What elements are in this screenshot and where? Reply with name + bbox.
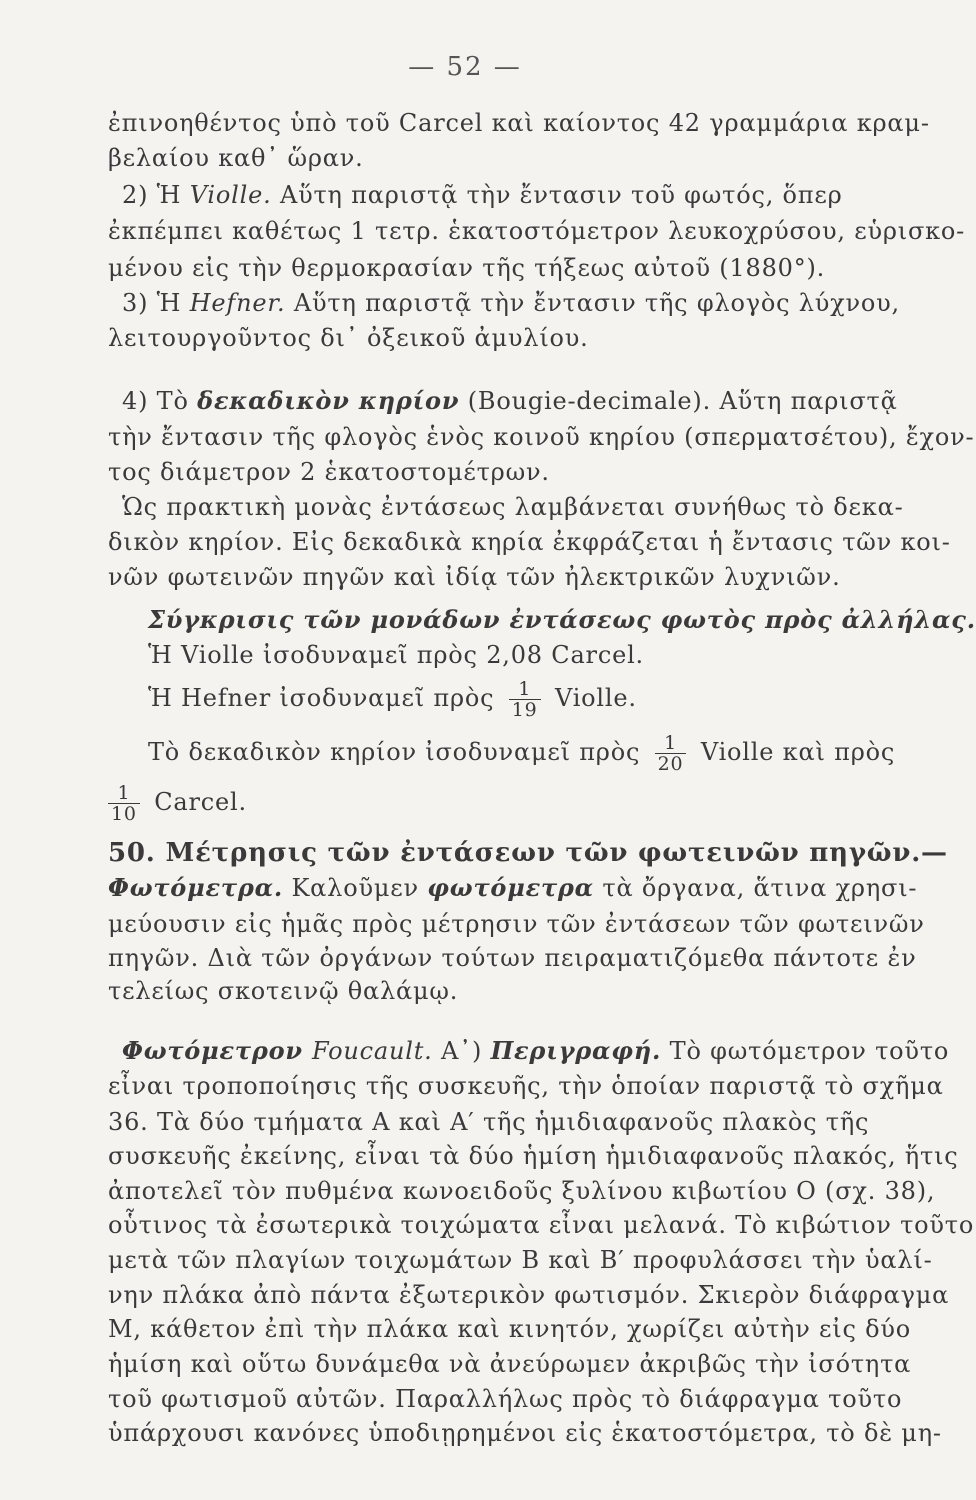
text-line: Ἡ Violle ἰσοδυναμεῖ πρὸς 2,08 Carcel.: [148, 641, 644, 669]
text-line: λειτουργοῦντος δι᾽ ὀξεικοῦ ἀμυλίου.: [108, 324, 589, 352]
section-heading: 50. Μέτρησις τῶν ἐντάσεων τῶν φωτεινῶν πηγῶν.—: [108, 838, 948, 868]
text-line: δικὸν κηρίον. Εἰς δεκαδικὰ κηρία ἐκφράζεται ἡ ἔντασις τῶν κοι-: [108, 528, 951, 556]
equation-line: Ἡ Hefner ἰσοδυναμεῖ πρὸς $\frac{1}{19}$ Violle.: [148, 678, 637, 721]
text-line: τος διάμετρον 2 ἑκατοστομέτρων.: [108, 458, 550, 486]
text-line: τελείως σκοτεινῷ θαλάμῳ.: [108, 977, 459, 1005]
section-subheading: Σύγκρισις τῶν μονάδων ἐντάσεως φωτὸς πρὸς ἀλλήλας.: [148, 605, 976, 634]
text-line: τὴν ἔντασιν τῆς φλογὸς ἑνὸς κοινοῦ κηρίου (σπερματσέτου), ἔχον-: [108, 423, 975, 451]
fraction: $\frac{1}{10}$: [108, 783, 140, 824]
text-line: νῶν φωτεινῶν πηγῶν καὶ ἰδίᾳ τῶν ἠλεκτρικῶν λυχνιῶν.: [108, 563, 841, 591]
text-line: μετὰ τῶν πλαγίων τοιχωμάτων Β καὶ Β′ προφυλάσσει τὴν ὑαλί-: [108, 1246, 933, 1274]
equation-line: Τὸ δεκαδικὸν κηρίον ἰσοδυναμεῖ πρὸς $\frac{1}{20}$ Violle καὶ πρὸς: [148, 732, 896, 775]
fraction: $\frac{1}{20}$: [655, 733, 687, 774]
text-line: Ὡς πρακτικὴ μονὰς ἐντάσεως λαμβάνεται συνήθως τὸ δεκα-: [122, 493, 904, 521]
equation-line: $\frac{1}{10}$ Carcel.: [108, 780, 878, 824]
fraction: $\frac{1}{19}$: [509, 679, 541, 720]
text-line: Φωτόμετρον Foucault. Α᾽) Περιγραφή. Τὸ φωτόμετρον τοῦτο: [122, 1036, 950, 1065]
text-line: Φωτόμετρα. Καλοῦμεν φωτόμετρα τὰ ὄργανα, ἅτινα χρησι-: [108, 873, 918, 902]
text-line: ἐπινοηθέντος ὑπὸ τοῦ Carcel καὶ καίοντος 42 γραμμάρια κραμ-: [108, 109, 930, 137]
text-line: ἐκπέμπει καθέτως 1 τετρ. ἑκατοστόμετρον λευκοχρύσου, εὑρισκο-: [108, 217, 966, 245]
text-line: 36. Τὰ δύο τμήματα Α καὶ Α′ τῆς ἡμιδιαφανοῦς πλακὸς τῆς: [108, 1108, 870, 1136]
text-line: πηγῶν. Διὰ τῶν ὀργάνων τούτων πειραματιζόμεθα πάντοτε ἐν: [108, 944, 917, 972]
text-line: Μ, κάθετον ἐπὶ τὴν πλάκα καὶ κινητόν, χωρίζει αὐτὴν εἰς δύο: [108, 1315, 912, 1343]
text-line: συσκευῆς ἐκείνης, εἶναι τὰ δύο ἡμίση ἡμιδιαφανοῦς πλακός, ἥτις: [108, 1142, 959, 1170]
text-line: 4) Τὸ δεκαδικὸν κηρίον (Bougie-decimale). Αὕτη παριστᾷ: [122, 386, 898, 415]
text-line: μένου εἰς τὴν θερμοκρασίαν τῆς τήξεως αὐτοῦ (1880°).: [108, 254, 826, 282]
text-line: οὗτινος τὰ ἐσωτερικὰ τοιχώματα εἶναι μελανά. Τὸ κιβώτιον τοῦτο: [108, 1211, 975, 1239]
text-line: 2) Ἡ Violle. Αὕτη παριστᾷ τὴν ἔντασιν τοῦ φωτός, ὅπερ: [122, 181, 843, 209]
text-line: ὑπάρχουσι κανόνες ὑποδιῃρημένοι εἰς ἑκατοστόμετρα, τὸ δὲ μη-: [108, 1419, 942, 1447]
text-line: ἡμίση καὶ οὕτω δυνάμεθα νὰ ἀνεύρωμεν ἀκριβῶς τὴν ἰσότητα: [108, 1350, 912, 1378]
text-line: βελαίου καθ᾽ ὥραν.: [108, 144, 364, 172]
text-line: ἀποτελεῖ τὸν πυθμένα κωνοειδοῦς ξυλίνου κιβωτίου Ο (σχ. 38),: [108, 1177, 936, 1205]
text-line: νην πλάκα ἀπὸ πάντα ἐξωτερικὸν φωτισμόν. Σκιερὸν διάφραγμα: [108, 1281, 950, 1309]
text-line: εἶναι τροποποίησις τῆς συσκευῆς, τὴν ὁποίαν παριστᾷ τὸ σχῆμα: [108, 1072, 944, 1100]
text-line: τοῦ φωτισμοῦ αὐτῶν. Παραλλήλως πρὸς τὸ διάφραγμα τοῦτο: [108, 1385, 903, 1413]
page-number: — 52 —: [408, 52, 522, 82]
text-line: μεύουσιν εἰς ἡμᾶς πρὸς μέτρησιν τῶν ἐντάσεων τῶν φωτεινῶν: [108, 910, 925, 938]
text-line: 3) Ἡ Hefner. Αὕτη παριστᾷ τὴν ἔντασιν τῆς φλογὸς λύχνου,: [122, 289, 900, 317]
